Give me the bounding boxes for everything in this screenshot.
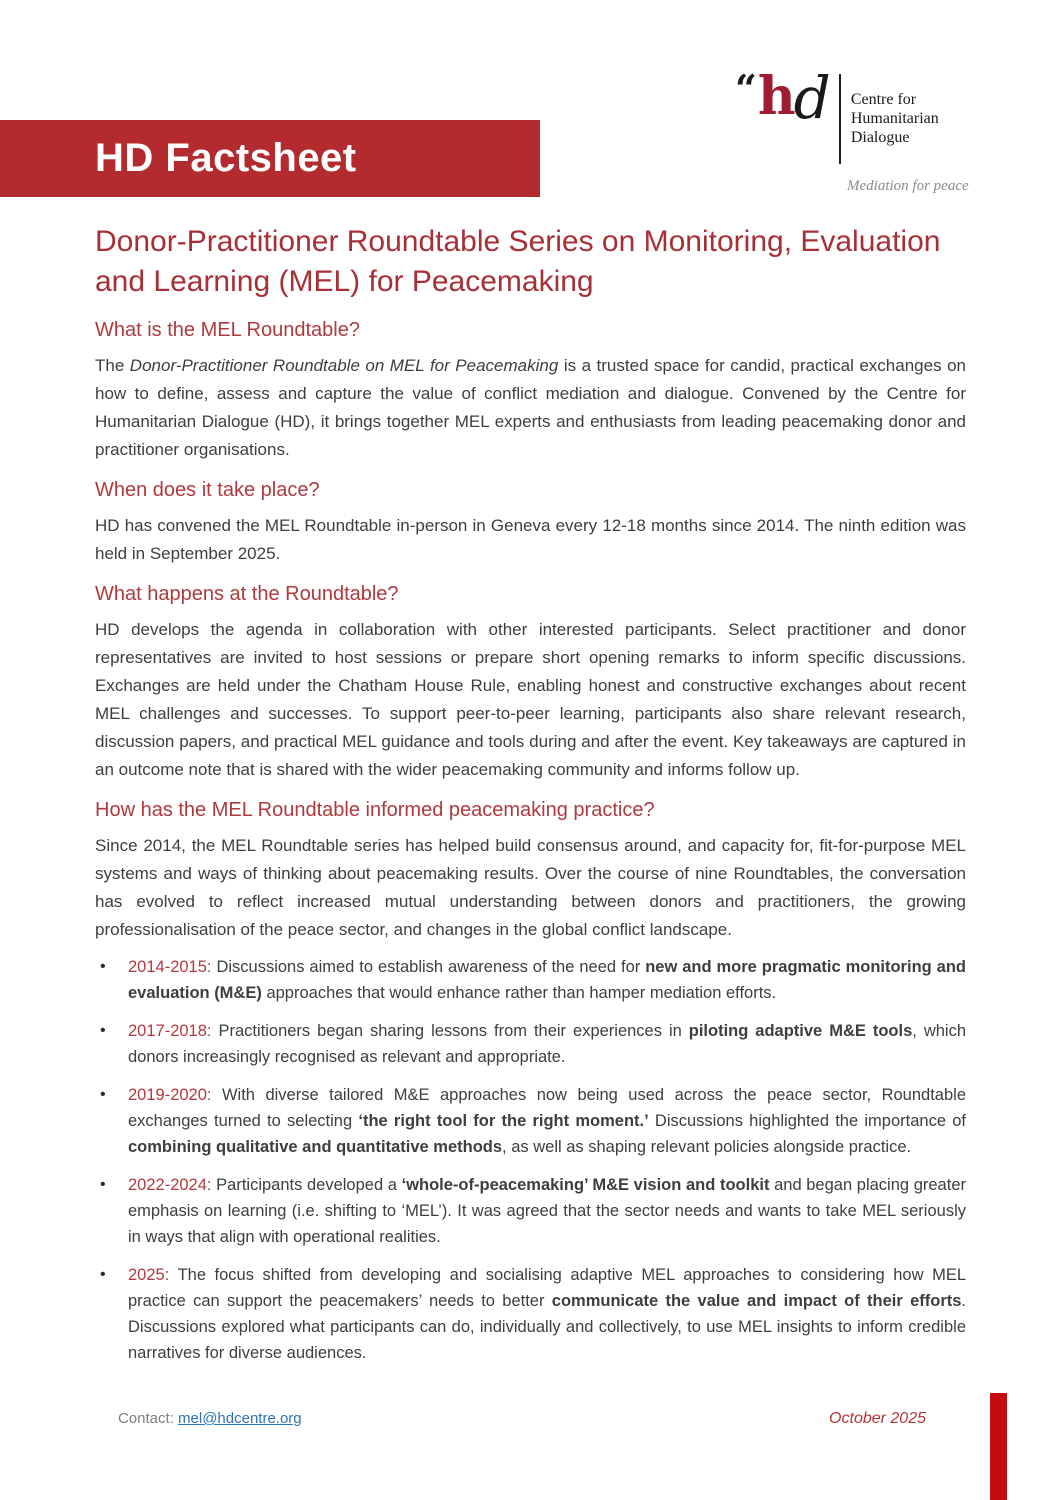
logo-divider bbox=[839, 74, 841, 164]
bullet-year-label: 2017-2018: bbox=[128, 1022, 219, 1040]
bullet-item: • 2017-2018: Practitioners began sharing lessons from their experiences in piloting adaptive M&E tools, which donors increasingly recognised as relevant and appropriate. bbox=[95, 1018, 966, 1070]
bullet-year-label: 2025: bbox=[128, 1266, 178, 1284]
paragraph: HD develops the agenda in collaboration with other interested participants. Select practitioner and donor representatives are invited to host sessions or prepare short opening remarks to inform specific discussions. Exchanges are held under the Chatham House Rule, enabling honest and constructive exchanges about recent MEL challenges and successes. To support peer-to-peer learning, participants also share relevant research, discussion papers, and practical MEL guidance and tools during and after the event. Key takeaways are captured in an outcome note that is shared with the wider peacemaking community and informs follow up. bbox=[95, 620, 966, 779]
page-title: Donor-Practitioner Roundtable Series on Monitoring, Evaluation and Learning (MEL) for Peacemaking bbox=[95, 225, 941, 298]
contact-label: Contact: bbox=[118, 1410, 179, 1427]
document-body bbox=[95, 222, 966, 1378]
section-heading: What happens at the Roundtable? bbox=[95, 583, 399, 605]
bullet-item: • 2019-2020: With diverse tailored M&E approaches now being used across the peace sector, Roundtable exchanges turned to selecting ‘the right tool for the right moment.’ Discussions highlighted the importance of combining qualitative and quantitative methods, as well as shaping relevant policies alongside practice. bbox=[95, 1082, 966, 1160]
sections-container bbox=[95, 318, 966, 1366]
bullet-icon: • bbox=[100, 958, 106, 975]
logo-org-name bbox=[851, 74, 939, 147]
section-heading: When does it take place? bbox=[95, 479, 320, 501]
bullet-icon: • bbox=[100, 1086, 106, 1103]
bullet-year-label: 2022-2024: bbox=[128, 1176, 217, 1194]
hd-logo bbox=[735, 64, 995, 195]
bullet-icon: • bbox=[100, 1266, 106, 1283]
section-heading: What is the MEL Roundtable? bbox=[95, 319, 360, 341]
contact-email-link[interactable]: mel@hdcentre.org bbox=[178, 1410, 302, 1427]
bullet-item: • 2014-2015: Discussions aimed to establish awareness of the need for new and more pragmatic monitoring and evaluation (M&E) approaches that would enhance rather than hamper mediation efforts. bbox=[95, 954, 966, 1006]
page-footer bbox=[118, 1410, 926, 1428]
section-heading: How has the MEL Roundtable informed peacemaking practice? bbox=[95, 799, 655, 821]
quote-mark-icon: “ bbox=[735, 66, 757, 111]
header-banner bbox=[0, 120, 540, 197]
accent-bar bbox=[990, 1393, 1007, 1500]
bullet-icon: • bbox=[100, 1176, 106, 1193]
paragraph: The Donor-Practitioner Roundtable on MEL for Peacemaking is a trusted space for candid, practical exchanges on how to define, assess and capture the value of conflict mediation and dialogue. Convened by the Centre for Humanitarian Dialogue (HD), it brings together MEL experts and enthusiasts from leading peacemaking donor and practitioner organisations. bbox=[95, 356, 966, 459]
logo-tagline: Mediation for peace bbox=[847, 178, 969, 194]
bullet-icon: • bbox=[100, 1022, 106, 1039]
logo-org-line: Centre for bbox=[850, 91, 917, 108]
paragraph: Since 2014, the MEL Roundtable series has helped build consensus around, and capacity for, fit-for-purpose MEL systems and ways of thinking about peacemaking results. Over the course of nine Roundtables, the conversation has evolved to reflect increased mutual understanding between donors and practitioners, the growing professionalisation of the peace sector, and changes in the global conflict landscape. bbox=[95, 836, 966, 939]
bullet-item: • 2025: The focus shifted from developing and socialising adaptive MEL approaches to considering how MEL practice can support the peacemakers’ needs to better communicate the value and impact of their efforts. Discussions explored what participants can do, individually and collectively, to use MEL insights to inform credible narratives for diverse audiences. bbox=[95, 1262, 966, 1366]
logo-org-line: Dialogue bbox=[850, 129, 910, 146]
hd-logo-top bbox=[735, 64, 995, 164]
bullet-list bbox=[95, 954, 966, 1366]
logo-letter-h: h bbox=[757, 66, 796, 127]
hd-logo-icon bbox=[735, 64, 831, 132]
logo-org-line: Humanitarian bbox=[850, 110, 939, 127]
logo-letter-d: d bbox=[793, 64, 831, 132]
contact-line bbox=[118, 1410, 302, 1427]
banner-title: HD Factsheet bbox=[95, 136, 357, 180]
bullet-year-label: 2019-2020: bbox=[128, 1086, 222, 1104]
bullet-year-label: 2014-2015: bbox=[128, 958, 217, 976]
footer-date: October 2025 bbox=[829, 1410, 926, 1427]
paragraph: HD has convened the MEL Roundtable in-person in Geneva every 12-18 months since 2014. The ninth edition was held in September 2025. bbox=[95, 516, 966, 563]
bullet-item: • 2022-2024: Participants developed a ‘whole-of-peacemaking’ M&E vision and toolkit and began placing greater emphasis on learning (i.e. shifting to ‘MEL’). It was agreed that the sector needs and wants to take MEL seriously in ways that align with operational realities. bbox=[95, 1172, 966, 1250]
